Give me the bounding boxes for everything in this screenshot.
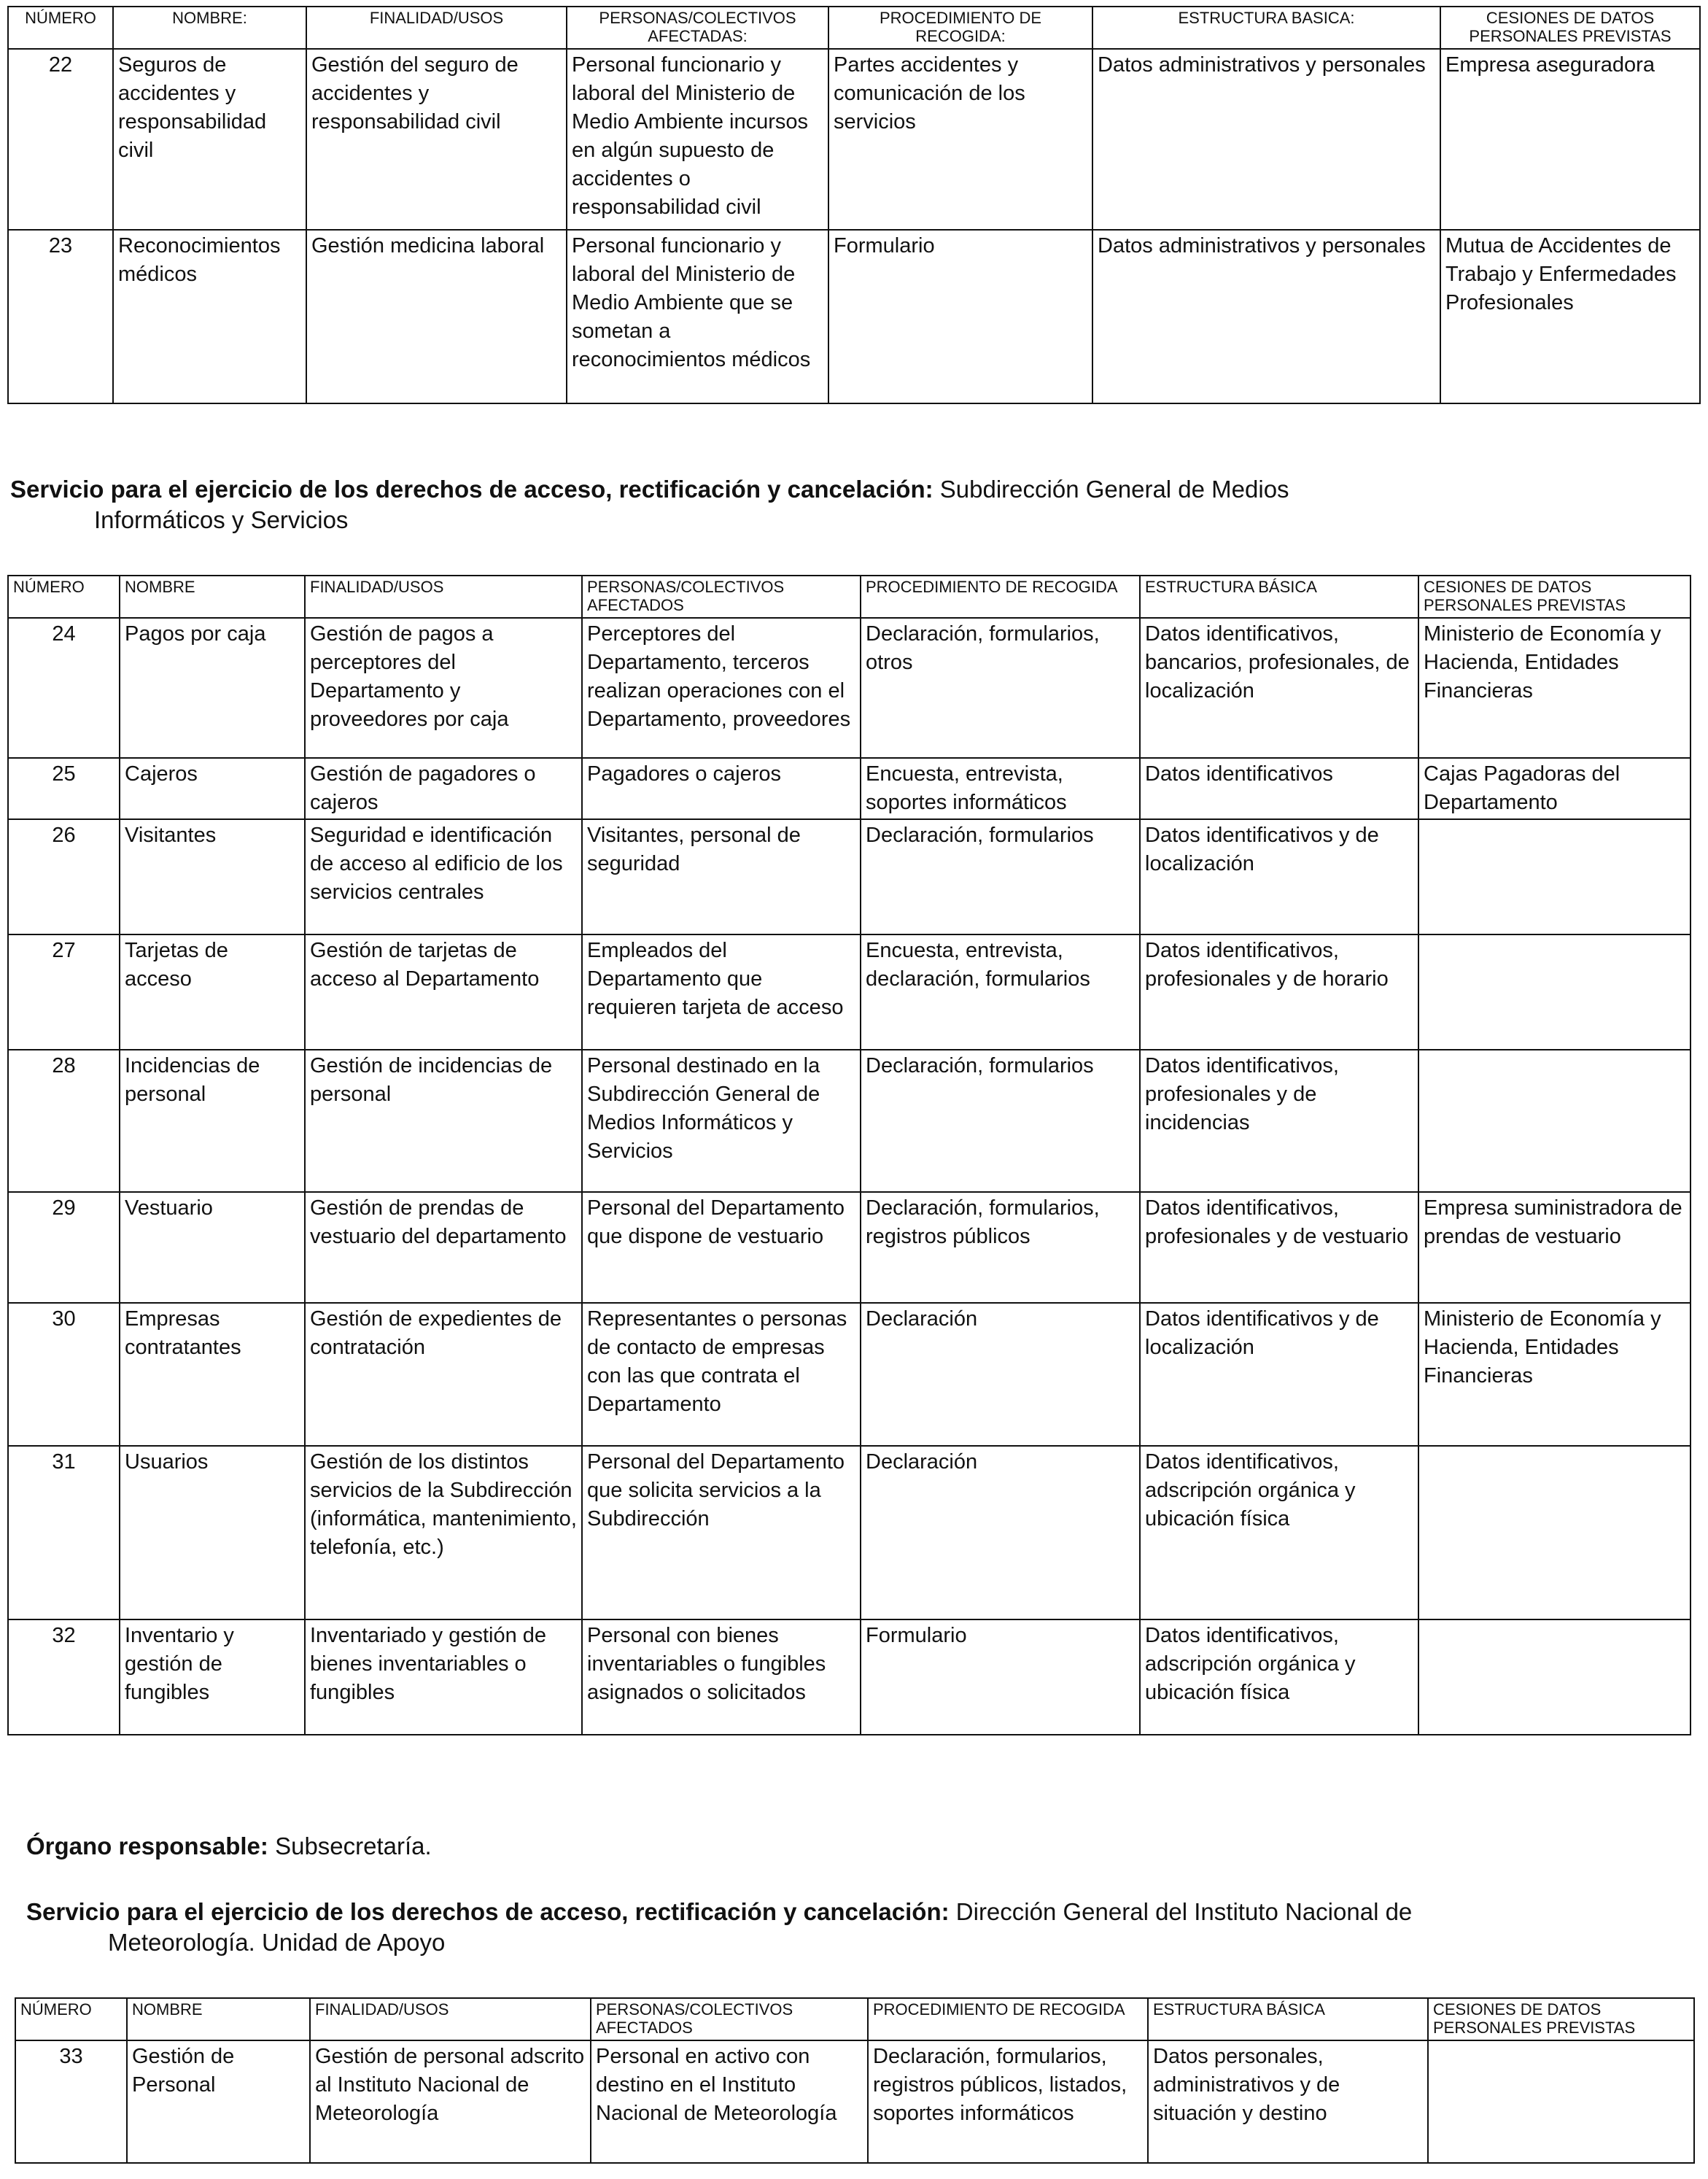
col-header-personas: PERSONAS/COLECTIVOS AFECTADOS xyxy=(591,1998,868,2040)
table-row xyxy=(8,819,1690,934)
cell-procedimiento: Declaración xyxy=(861,1303,1140,1446)
cell-procedimiento: Declaración xyxy=(861,1446,1140,1619)
cell-procedimiento: Encuesta, entrevista, declaración, formularios xyxy=(861,934,1140,1050)
table-row xyxy=(8,934,1690,1050)
cell-finalidad: Gestión de personal adscrito al Instituto Nacional de Meteorología xyxy=(310,2040,591,2163)
cell-finalidad: Gestión de expedientes de contratación xyxy=(305,1303,582,1446)
cell-procedimiento: Declaración, formularios, registros públicos, listados, soportes informáticos xyxy=(868,2040,1148,2163)
cell-numero: 26 xyxy=(8,819,120,934)
cell-estructura: Datos identificativos xyxy=(1140,758,1418,819)
service-heading-2-value: Dirección General del Instituto Nacional de xyxy=(955,1898,1413,1925)
cell-finalidad: Gestión de pagadores o cajeros xyxy=(305,758,582,819)
col-header-procedimiento: PROCEDIMIENTO DE RECOGIDA xyxy=(868,1998,1148,2040)
files-table-2 xyxy=(7,575,1691,1735)
cell-finalidad: Seguridad e identificación de acceso al edificio de los servicios centrales xyxy=(305,819,582,934)
files-table-3 xyxy=(15,1997,1695,2164)
service-heading-2-value-cont: Meteorología. Unidad de Apoyo xyxy=(108,1929,446,1956)
cell-personas: Personal funcionario y laboral del Ministerio de Medio Ambiente que se sometan a reconocimientos médicos xyxy=(567,230,828,403)
table-row xyxy=(8,618,1690,758)
cell-estructura: Datos identificativos, adscripción orgánica y ubicación física xyxy=(1140,1446,1418,1619)
table-header-row xyxy=(8,7,1700,49)
table-row xyxy=(8,758,1690,819)
col-header-finalidad: FINALIDAD/USOS xyxy=(310,1998,591,2040)
col-header-personas: PERSONAS/COLECTIVOS AFECTADOS xyxy=(582,576,861,618)
cell-estructura: Datos identificativos, profesionales y de vestuario xyxy=(1140,1192,1418,1303)
cell-personas: Pagadores o cajeros xyxy=(582,758,861,819)
cell-estructura: Datos identificativos, adscripción orgánica y ubicación física xyxy=(1140,1619,1418,1735)
table-row xyxy=(8,230,1700,403)
service-heading-1-value-cont: Informáticos y Servicios xyxy=(94,506,349,533)
cell-nombre: Cajeros xyxy=(120,758,305,819)
cell-numero: 28 xyxy=(8,1050,120,1192)
col-header-cesiones: CESIONES DE DATOS PERSONALES PREVISTAS xyxy=(1418,576,1690,618)
cell-numero: 31 xyxy=(8,1446,120,1619)
col-header-estructura: ESTRUCTURA BASICA: xyxy=(1092,7,1440,49)
cell-nombre: Pagos por caja xyxy=(120,618,305,758)
cell-finalidad: Gestión de tarjetas de acceso al Departamento xyxy=(305,934,582,1050)
cell-finalidad: Gestión del seguro de accidentes y responsabilidad civil xyxy=(306,49,567,230)
col-header-cesiones: CESIONES DE DATOS PERSONALES PREVISTAS xyxy=(1428,1998,1694,2040)
service-heading-1-value: Subdirección General de Medios xyxy=(939,476,1289,503)
service-heading-2-label: Servicio para el ejercicio de los derechos de acceso, rectificación y cancelación: xyxy=(26,1898,950,1925)
table-row xyxy=(8,1192,1690,1303)
cell-cesiones: Ministerio de Economía y Hacienda, Entidades Financieras xyxy=(1418,618,1690,758)
cell-estructura: Datos administrativos y personales xyxy=(1092,49,1440,230)
cell-personas: Personal con bienes inventariables o fungibles asignados o solicitados xyxy=(582,1619,861,1735)
cell-numero: 23 xyxy=(8,230,113,403)
col-header-numero: NÚMERO xyxy=(8,7,113,49)
cell-nombre: Vestuario xyxy=(120,1192,305,1303)
cell-finalidad: Gestión de los distintos servicios de la Subdirección (informática, mantenimiento, telefonía, etc.) xyxy=(305,1446,582,1619)
cell-procedimiento: Formulario xyxy=(861,1619,1140,1735)
cell-procedimiento: Declaración, formularios xyxy=(861,1050,1140,1192)
cell-estructura: Datos personales, administrativos y de situación y destino xyxy=(1148,2040,1428,2163)
organo-responsable xyxy=(26,1831,1704,1862)
col-header-nombre: NOMBRE xyxy=(120,576,305,618)
cell-nombre: Gestión de Personal xyxy=(127,2040,310,2163)
cell-estructura: Datos identificativos, bancarios, profesionales, de localización xyxy=(1140,618,1418,758)
organo-value: Subsecretaría. xyxy=(275,1832,432,1859)
cell-procedimiento: Declaración, formularios, otros xyxy=(861,618,1140,758)
cell-nombre: Tarjetas de acceso xyxy=(120,934,305,1050)
table-row xyxy=(8,49,1700,230)
cell-procedimiento: Encuesta, entrevista, soportes informáticos xyxy=(861,758,1140,819)
col-header-estructura: ESTRUCTURA BÁSICA xyxy=(1148,1998,1428,2040)
cell-cesiones xyxy=(1418,1050,1690,1192)
cell-numero: 24 xyxy=(8,618,120,758)
cell-estructura: Datos administrativos y personales xyxy=(1092,230,1440,403)
cell-cesiones xyxy=(1418,1619,1690,1735)
cell-personas: Personal funcionario y laboral del Ministerio de Medio Ambiente incursos en algún supuesto de accidentes o responsabilidad civil xyxy=(567,49,828,230)
cell-personas: Personal en activo con destino en el Instituto Nacional de Meteorología xyxy=(591,2040,868,2163)
cell-cesiones xyxy=(1418,819,1690,934)
col-header-numero: NÚMERO xyxy=(8,576,120,618)
col-header-procedimiento: PROCEDIMIENTO DE RECOGIDA: xyxy=(828,7,1092,49)
cell-nombre: Seguros de accidentes y responsabilidad civil xyxy=(113,49,306,230)
cell-finalidad: Gestión de pagos a perceptores del Departamento y proveedores por caja xyxy=(305,618,582,758)
cell-procedimiento: Declaración, formularios xyxy=(861,819,1140,934)
cell-personas: Empleados del Departamento que requieren tarjeta de acceso xyxy=(582,934,861,1050)
cell-personas: Personal del Departamento que dispone de vestuario xyxy=(582,1192,861,1303)
cell-finalidad: Gestión medicina laboral xyxy=(306,230,567,403)
cell-finalidad: Gestión de incidencias de personal xyxy=(305,1050,582,1192)
cell-personas: Perceptores del Departamento, terceros realizan operaciones con el Departamento, proveedores xyxy=(582,618,861,758)
cell-nombre: Visitantes xyxy=(120,819,305,934)
service-heading-2 xyxy=(26,1897,1689,1958)
service-heading-1 xyxy=(10,474,1688,535)
table-row xyxy=(8,1446,1690,1619)
cell-finalidad: Inventariado y gestión de bienes inventariables o fungibles xyxy=(305,1619,582,1735)
col-header-finalidad: FINALIDAD/USOS xyxy=(306,7,567,49)
col-header-nombre: NOMBRE: xyxy=(113,7,306,49)
cell-numero: 32 xyxy=(8,1619,120,1735)
cell-estructura: Datos identificativos, profesionales y de incidencias xyxy=(1140,1050,1418,1192)
cell-estructura: Datos identificativos y de localización xyxy=(1140,1303,1418,1446)
cell-cesiones: Ministerio de Economía y Hacienda, Entidades Financieras xyxy=(1418,1303,1690,1446)
cell-cesiones xyxy=(1428,2040,1694,2163)
cell-procedimiento: Declaración, formularios, registros públicos xyxy=(861,1192,1140,1303)
cell-numero: 29 xyxy=(8,1192,120,1303)
organo-label: Órgano responsable: xyxy=(26,1832,268,1859)
cell-nombre: Usuarios xyxy=(120,1446,305,1619)
cell-procedimiento: Partes accidentes y comunicación de los servicios xyxy=(828,49,1092,230)
cell-finalidad: Gestión de prendas de vestuario del departamento xyxy=(305,1192,582,1303)
col-header-numero: NÚMERO xyxy=(15,1998,127,2040)
cell-numero: 30 xyxy=(8,1303,120,1446)
col-header-personas: PERSONAS/COLECTIVOS AFECTADAS: xyxy=(567,7,828,49)
cell-estructura: Datos identificativos y de localización xyxy=(1140,819,1418,934)
cell-cesiones: Cajas Pagadoras del Departamento xyxy=(1418,758,1690,819)
col-header-cesiones: CESIONES DE DATOS PERSONALES PREVISTAS xyxy=(1440,7,1700,49)
col-header-finalidad: FINALIDAD/USOS xyxy=(305,576,582,618)
cell-numero: 27 xyxy=(8,934,120,1050)
cell-numero: 22 xyxy=(8,49,113,230)
cell-cesiones xyxy=(1418,1446,1690,1619)
cell-nombre: Empresas contratantes xyxy=(120,1303,305,1446)
cell-cesiones xyxy=(1418,934,1690,1050)
table-row xyxy=(8,1303,1690,1446)
cell-cesiones: Empresa suministradora de prendas de vestuario xyxy=(1418,1192,1690,1303)
table-row xyxy=(8,1050,1690,1192)
cell-procedimiento: Formulario xyxy=(828,230,1092,403)
cell-personas: Representantes o personas de contacto de empresas con las que contrata el Departamento xyxy=(582,1303,861,1446)
files-table-1 xyxy=(7,6,1701,404)
cell-estructura: Datos identificativos, profesionales y de horario xyxy=(1140,934,1418,1050)
table-row xyxy=(15,2040,1694,2163)
service-heading-1-label: Servicio para el ejercicio de los derechos de acceso, rectificación y cancelación: xyxy=(10,476,933,503)
cell-personas: Visitantes, personal de seguridad xyxy=(582,819,861,934)
table-row xyxy=(8,1619,1690,1735)
cell-cesiones: Mutua de Accidentes de Trabajo y Enfermedades Profesionales xyxy=(1440,230,1700,403)
col-header-estructura: ESTRUCTURA BÁSICA xyxy=(1140,576,1418,618)
col-header-procedimiento: PROCEDIMIENTO DE RECOGIDA xyxy=(861,576,1140,618)
col-header-nombre: NOMBRE xyxy=(127,1998,310,2040)
cell-cesiones: Empresa aseguradora xyxy=(1440,49,1700,230)
cell-nombre: Inventario y gestión de fungibles xyxy=(120,1619,305,1735)
cell-nombre: Incidencias de personal xyxy=(120,1050,305,1192)
cell-personas: Personal destinado en la Subdirección General de Medios Informáticos y Servicios xyxy=(582,1050,861,1192)
cell-personas: Personal del Departamento que solicita servicios a la Subdirección xyxy=(582,1446,861,1619)
cell-numero: 33 xyxy=(15,2040,127,2163)
cell-nombre: Reconocimientos médicos xyxy=(113,230,306,403)
cell-numero: 25 xyxy=(8,758,120,819)
table-header-row xyxy=(8,576,1690,618)
table-header-row xyxy=(15,1998,1694,2040)
